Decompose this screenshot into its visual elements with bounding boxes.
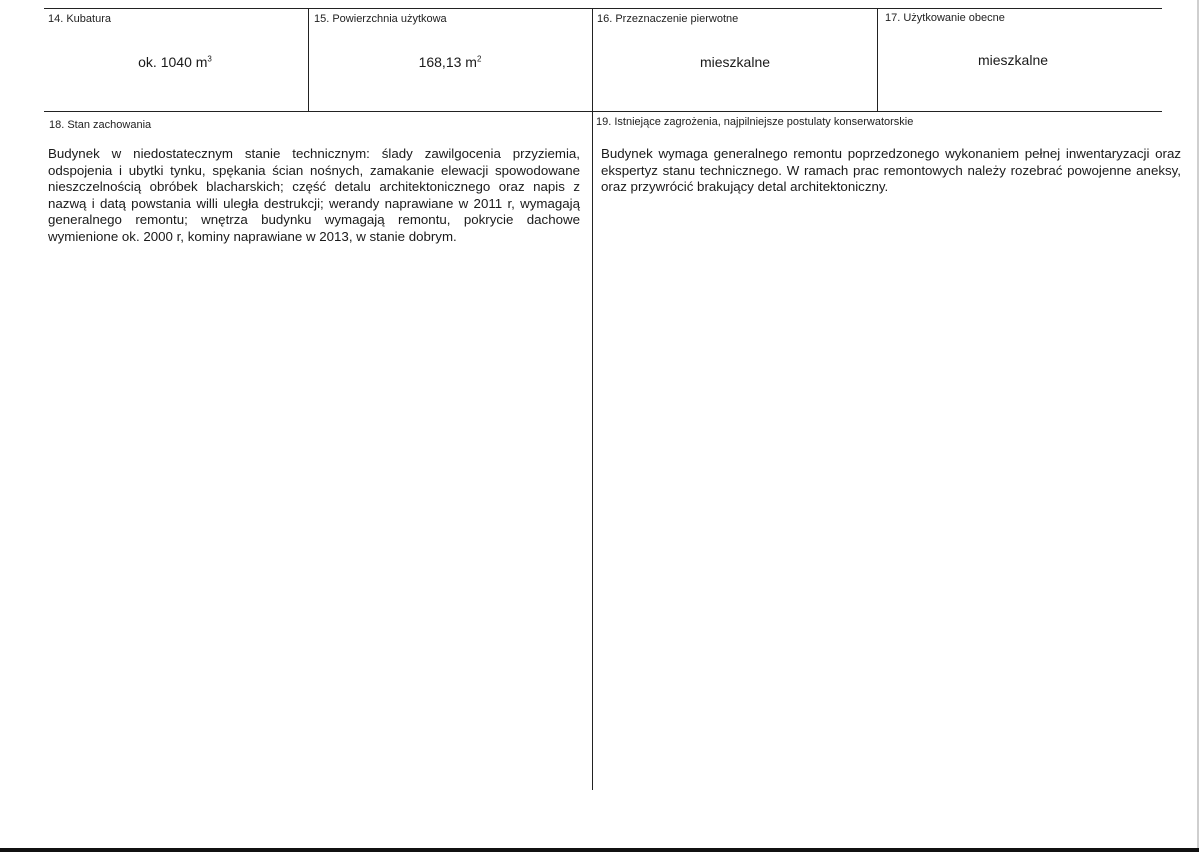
top-border-line [44, 8, 1162, 9]
field-label: 16. Przeznaczenie pierwotne [597, 13, 739, 25]
field-value: mieszkalne [977, 52, 1049, 68]
field-text: Budynek w niedostatecznym stanie technicznym: ślady zawilgocenia przyziemia, odspojenia i ubytki tynku, spękania ścian nośnych, zamakanie elewacji spowodowane nieszczelnością obróbek blacharskich; część detalu architektonicznego oraz napis z nazwą i datą powstania willi uległa destrukcji; werandy naprawiane w 2011 r, wymagają generalnego remontu; wnętrza budynku wymagają remontu, pokrycie dachowe wymienione ok. 2000 r, kominy naprawiane w 2013, w stanie dobrym. [48, 146, 580, 244]
field-value [50, 53, 300, 71]
unit-superscript: 3 [207, 54, 212, 64]
field-label: 14. Kubatura [48, 13, 111, 25]
field-label: 18. Stan zachowania [49, 119, 152, 131]
column-divider-line [877, 8, 878, 111]
field-label: 19. Istniejące zagrożenia, najpilniejsze postulaty konserwatorskie [596, 116, 914, 128]
unit-superscript: 2 [476, 54, 482, 64]
scan-edge [0, 848, 1199, 852]
field-value: mieszkalne [699, 54, 771, 70]
column-divider-line [308, 8, 309, 111]
field-value [310, 53, 590, 71]
column-divider-line [592, 8, 593, 790]
value-text: ok. 1040 m [138, 54, 208, 70]
field-label: 17. Użytkowanie obecne [885, 12, 1005, 24]
row-divider-line [44, 111, 1162, 112]
field-text: Budynek wymaga generalnego remontu poprzedzonego wykonaniem pełnej inwentaryzacji oraz ekspertyz stanu technicznego. W ramach prac remontowych należy rozebrać powojenne aneksy, oraz przywrócić brakujący detal architektoniczny. [601, 146, 1181, 195]
field-label: 15. Powierzchnia użytkowa [314, 13, 447, 25]
value-text: 168,13 m [418, 54, 477, 70]
